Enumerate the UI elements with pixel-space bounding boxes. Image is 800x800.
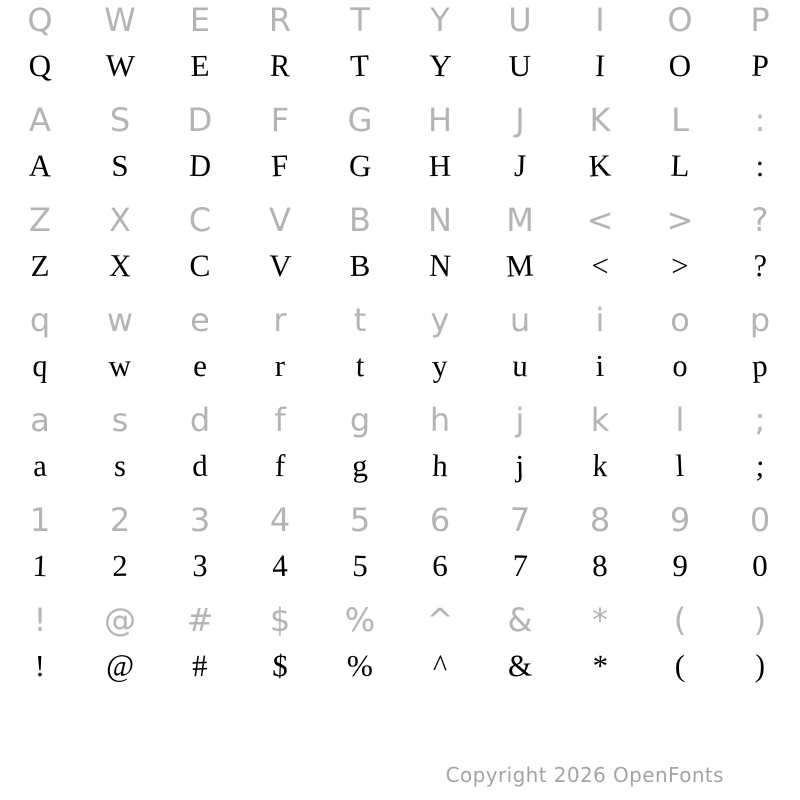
reference-glyph: ! <box>33 601 47 639</box>
reference-glyph: ) <box>753 601 767 639</box>
sample-glyph: 8 <box>591 547 609 584</box>
sample-glyph: f <box>274 447 286 484</box>
reference-glyph: $ <box>269 601 291 639</box>
sample-row <box>0 440 800 500</box>
sample-row <box>0 340 800 400</box>
sample-glyph: d <box>191 448 208 483</box>
sample-glyph: : <box>755 148 765 183</box>
sample-glyph: l <box>674 447 685 484</box>
sample-row <box>0 140 800 200</box>
reference-glyph: U <box>508 1 532 39</box>
sample-glyph: Y <box>428 47 453 84</box>
sample-glyph: H <box>428 148 452 183</box>
specimen-row-pair <box>0 100 800 200</box>
reference-glyph: y <box>430 301 450 339</box>
reference-glyph: g <box>349 401 371 439</box>
sample-glyph: J <box>513 147 527 184</box>
reference-row <box>0 400 800 440</box>
reference-row <box>0 500 800 540</box>
sample-glyph: ^ <box>432 647 448 684</box>
sample-glyph: 3 <box>192 547 209 584</box>
sample-glyph: G <box>348 147 373 184</box>
reference-glyph: ( <box>673 601 687 639</box>
sample-glyph: A <box>28 147 53 184</box>
reference-glyph: Y <box>430 1 450 39</box>
reference-glyph: 4 <box>269 501 291 539</box>
sample-glyph: o <box>672 347 689 384</box>
reference-glyph: r <box>273 301 287 339</box>
sample-glyph: g <box>351 447 369 484</box>
reference-row <box>0 0 800 40</box>
reference-glyph: T <box>350 1 370 39</box>
sample-row <box>0 240 800 300</box>
reference-glyph: 6 <box>429 501 451 539</box>
sample-glyph: y <box>431 347 449 384</box>
reference-glyph: F <box>270 101 290 139</box>
sample-glyph: 6 <box>431 548 448 583</box>
sample-glyph: V <box>268 247 293 284</box>
reference-glyph: * <box>592 601 608 639</box>
reference-glyph: k <box>590 401 610 439</box>
reference-glyph: u <box>509 301 531 339</box>
reference-glyph: V <box>269 201 291 239</box>
sample-glyph: 2 <box>111 548 128 583</box>
sample-glyph: ! <box>34 648 46 683</box>
reference-row <box>0 200 800 240</box>
reference-glyph: e <box>190 301 210 339</box>
sample-glyph: t <box>355 347 365 384</box>
sample-glyph: E <box>190 48 210 83</box>
reference-glyph: % <box>344 601 376 639</box>
reference-glyph: 7 <box>509 501 531 539</box>
reference-glyph: l <box>675 401 685 439</box>
reference-glyph: i <box>595 301 605 339</box>
reference-glyph: 3 <box>189 501 211 539</box>
sample-glyph: 4 <box>271 547 289 584</box>
reference-glyph: > <box>666 201 694 239</box>
sample-glyph: M <box>505 247 535 284</box>
reference-glyph: S <box>109 101 131 139</box>
reference-glyph: J <box>515 101 525 139</box>
reference-glyph: L <box>671 101 689 139</box>
specimen-row-pair <box>0 400 800 500</box>
sample-glyph: a <box>32 447 48 484</box>
sample-glyph: p <box>751 347 769 384</box>
reference-glyph: 5 <box>349 501 371 539</box>
reference-row <box>0 100 800 140</box>
sample-glyph: O <box>667 47 692 84</box>
reference-glyph: 0 <box>749 501 771 539</box>
reference-glyph: Q <box>27 1 53 39</box>
reference-glyph: s <box>111 401 129 439</box>
sample-glyph: r <box>274 348 286 383</box>
sample-glyph: 7 <box>512 547 529 584</box>
reference-glyph: @ <box>104 601 136 639</box>
specimen-row-pair <box>0 0 800 100</box>
reference-glyph: t <box>353 301 367 339</box>
sample-glyph: 0 <box>751 548 768 583</box>
sample-glyph: k <box>592 447 609 484</box>
reference-glyph: f <box>274 401 286 439</box>
sample-glyph: @ <box>105 647 135 684</box>
copyright-text: Copyright 2026 OpenFonts <box>445 763 724 787</box>
reference-glyph: # <box>186 601 214 639</box>
sample-glyph: 1 <box>31 547 49 584</box>
sample-glyph: Q <box>27 47 52 84</box>
sample-glyph: e <box>192 347 208 384</box>
reference-glyph: B <box>349 201 371 239</box>
sample-glyph: L <box>670 147 691 184</box>
reference-glyph: 9 <box>669 501 691 539</box>
reference-glyph: : <box>754 101 766 139</box>
sample-glyph: ; <box>755 447 766 484</box>
sample-glyph: R <box>269 47 291 84</box>
reference-glyph: A <box>29 101 51 139</box>
reference-glyph: o <box>670 301 690 339</box>
sample-glyph: # <box>191 647 209 684</box>
reference-glyph: I <box>595 1 605 39</box>
reference-glyph: d <box>189 401 211 439</box>
sample-glyph: $ <box>271 647 289 684</box>
sample-glyph: h <box>431 447 449 484</box>
sample-glyph: 5 <box>351 547 369 584</box>
sample-glyph: < <box>590 247 610 284</box>
reference-glyph: E <box>189 1 211 39</box>
reference-glyph: Z <box>29 201 51 239</box>
reference-glyph: j <box>515 401 525 439</box>
reference-glyph: M <box>506 201 534 239</box>
sample-glyph: 9 <box>671 547 689 584</box>
reference-row <box>0 600 800 640</box>
reference-glyph: p <box>749 301 771 339</box>
reference-glyph: P <box>750 1 770 39</box>
reference-glyph: D <box>187 101 213 139</box>
sample-glyph: u <box>511 347 529 384</box>
reference-glyph: W <box>104 1 136 39</box>
specimen-row-pair <box>0 500 800 600</box>
sample-glyph: % <box>346 648 374 683</box>
reference-glyph: < <box>586 201 614 239</box>
sample-glyph: s <box>113 447 127 484</box>
sample-glyph: D <box>188 147 212 184</box>
sample-glyph: X <box>108 247 132 284</box>
sample-glyph: ( <box>674 648 686 683</box>
specimen-row-pair <box>0 200 800 300</box>
reference-glyph: H <box>427 101 453 139</box>
reference-row <box>0 300 800 340</box>
specimen-row-pair <box>0 600 800 700</box>
reference-glyph: R <box>268 1 292 39</box>
reference-glyph: K <box>589 101 611 139</box>
reference-glyph: ^ <box>426 601 454 639</box>
sample-glyph: I <box>594 47 606 84</box>
sample-glyph: P <box>750 47 770 84</box>
sample-glyph: & <box>506 647 533 684</box>
reference-glyph: q <box>29 301 51 339</box>
sample-glyph: S <box>111 148 129 183</box>
sample-glyph: W <box>104 47 136 84</box>
reference-glyph: G <box>347 101 373 139</box>
sample-glyph: N <box>428 247 452 284</box>
sample-glyph: Z <box>30 248 50 283</box>
reference-glyph: a <box>30 401 50 439</box>
reference-glyph: w <box>106 301 134 339</box>
reference-glyph: X <box>109 201 131 239</box>
sample-glyph: ) <box>754 647 766 684</box>
reference-glyph: C <box>188 201 212 239</box>
sample-glyph: K <box>587 147 612 184</box>
sample-glyph: j <box>515 448 525 483</box>
sample-row <box>0 540 800 600</box>
specimen-row-pair <box>0 300 800 400</box>
sample-row <box>0 40 800 100</box>
sample-glyph: T <box>349 47 371 84</box>
reference-glyph: & <box>507 601 533 639</box>
reference-glyph: 1 <box>29 501 51 539</box>
sample-glyph: C <box>188 247 211 284</box>
sample-glyph: w <box>107 347 132 384</box>
reference-glyph: ? <box>751 201 769 239</box>
sample-glyph: i <box>595 348 605 383</box>
sample-glyph: * <box>591 647 609 684</box>
reference-glyph: 2 <box>109 501 131 539</box>
sample-glyph: > <box>670 248 689 283</box>
reference-glyph: 8 <box>589 501 611 539</box>
sample-glyph: q <box>32 347 49 384</box>
sample-glyph: F <box>270 147 290 184</box>
sample-glyph: ? <box>752 247 768 284</box>
reference-glyph: N <box>428 201 452 239</box>
reference-glyph: ; <box>754 401 766 439</box>
sample-glyph: U <box>508 48 532 83</box>
reference-glyph: h <box>429 401 451 439</box>
reference-glyph: O <box>667 1 693 39</box>
sample-glyph: B <box>349 248 371 283</box>
sample-row <box>0 640 800 700</box>
